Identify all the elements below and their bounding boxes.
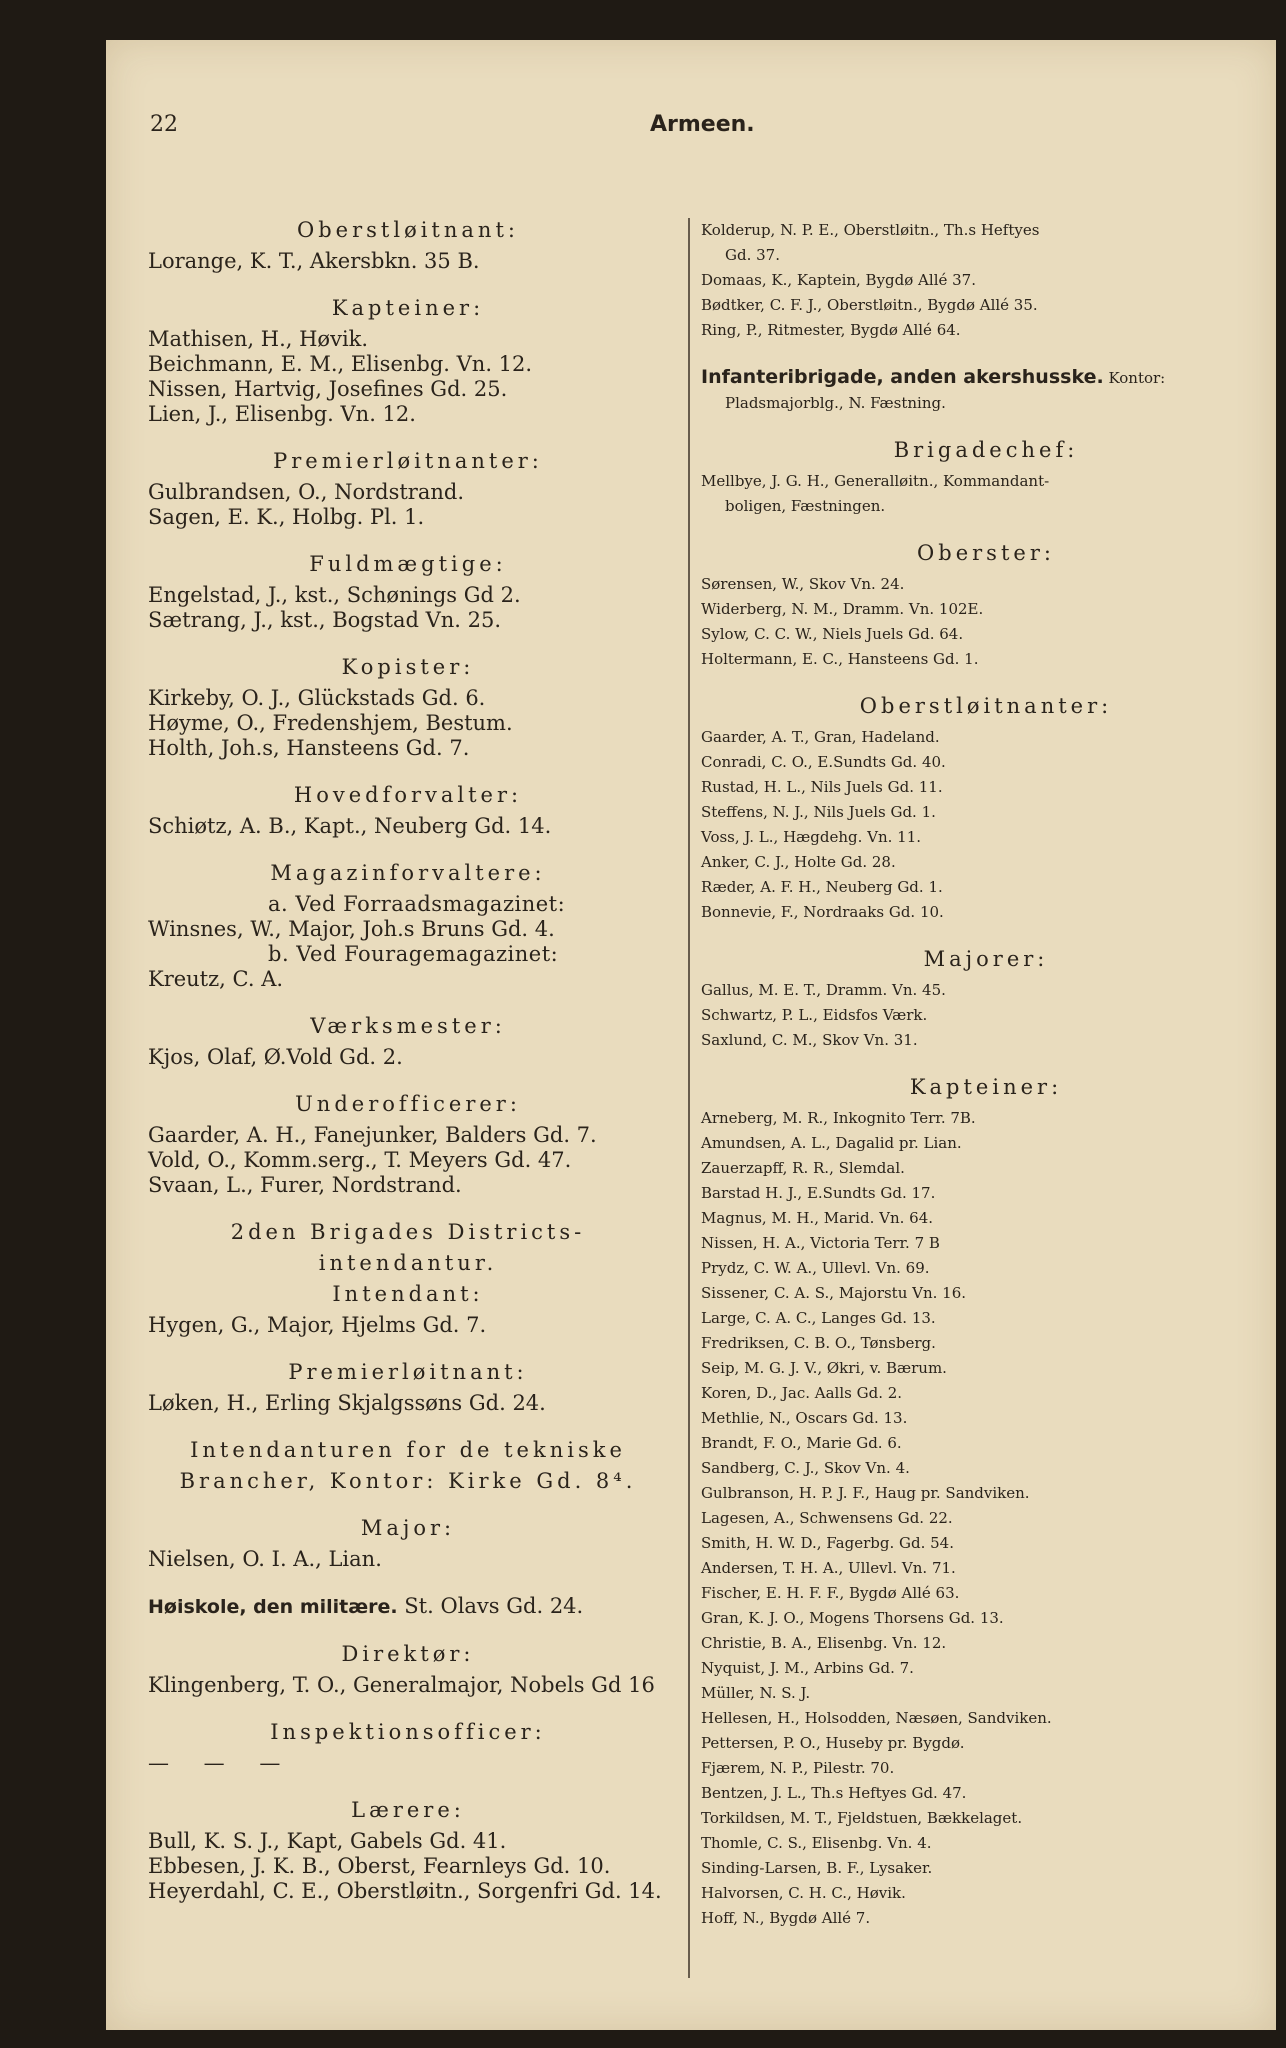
- left-column: [148, 218, 668, 1904]
- directory-entry: Gaarder, A. T., Gran, Hadeland.: [701, 728, 940, 746]
- document-page: [106, 40, 1276, 2030]
- directory-entry: Conradi, C. O., E.Sundts Gd. 40.: [701, 753, 946, 771]
- directory-entry: Fischer, E. H. F. F., Bygdø Allé 63.: [701, 1584, 960, 1602]
- directory-entry: Smith, H. W. D., Fagerbg. Gd. 54.: [701, 1534, 954, 1552]
- directory-entry: Thomle, C. S., Elisenbg. Vn. 4.: [701, 1834, 932, 1852]
- directory-entry: Sylow, C. C. W., Niels Juels Gd. 64.: [701, 625, 964, 643]
- section-title: Hovedforvalter:: [293, 783, 523, 807]
- subsection-label: a. Ved Forraadsmagazinet:: [268, 892, 566, 916]
- running-head: Armeen.: [650, 112, 755, 137]
- directory-entry: Kirkeby, O. J., Glückstads Gd. 6.: [148, 686, 486, 710]
- directory-entry: Methlie, N., Oscars Gd. 13.: [701, 1409, 908, 1427]
- institution-heading: [148, 1594, 668, 1620]
- directory-entry: Lorange, K. T., Akersbkn. 35 B.: [148, 249, 480, 273]
- directory-entry: Sørensen, W., Skov Vn. 24.: [701, 575, 905, 593]
- directory-entry: Engelstad, J., kst., Schønings Gd 2.: [148, 583, 521, 607]
- directory-entry: Bonnevie, F., Nordraaks Gd. 10.: [701, 903, 944, 921]
- section-title: intendantur.: [318, 1251, 498, 1275]
- directory-entry: Høyme, O., Fredenshjem, Bestum.: [148, 711, 513, 735]
- entry-continuation: Pladsmajorblg., N. Fæstning.: [725, 394, 946, 412]
- entry-continuation: Gd. 37.: [725, 246, 780, 264]
- directory-entry: Torkildsen, M. T., Fjeldstuen, Bækkelaget.: [701, 1809, 1023, 1827]
- entry-continuation: boligen, Fæstningen.: [725, 497, 886, 515]
- section-title: Brancher, Kontor: Kirke Gd. 8⁴.: [179, 1469, 637, 1493]
- directory-entry: Schiøtz, A. B., Kapt., Neuberg Gd. 14.: [148, 814, 552, 838]
- directory-entry: Seip, M. G. J. V., Økri, v. Bærum.: [701, 1359, 947, 1377]
- directory-entry: Amundsen, A. L., Dagalid pr. Lian.: [701, 1134, 962, 1152]
- directory-entry: Schwartz, P. L., Eidsfos Værk.: [701, 1006, 928, 1024]
- directory-entry: Voss, J. L., Hægdehg. Vn. 11.: [701, 828, 922, 846]
- institution-name: Høiskole, den militære.: [148, 1596, 398, 1618]
- directory-entry: Holtermann, E. C., Hansteens Gd. 1.: [701, 650, 979, 668]
- right-column: [701, 218, 1271, 1931]
- directory-entry: Large, C. A. C., Langes Gd. 13.: [701, 1309, 936, 1327]
- directory-entry: Hoff, N., Bygdø Allé 7.: [701, 1909, 871, 1927]
- directory-entry: Gulbranson, H. P. J. F., Haug pr. Sandviken.: [701, 1484, 1030, 1502]
- section-title: Intendant:: [332, 1282, 484, 1306]
- directory-entry: Magnus, M. H., Marid. Vn. 64.: [701, 1209, 934, 1227]
- directory-entry: Kjos, Olaf, Ø.Vold Gd. 2.: [148, 1045, 403, 1069]
- directory-entry: Vold, O., Komm.serg., T. Meyers Gd. 47.: [148, 1148, 572, 1172]
- section-title: 2den Brigades Districts-: [230, 1220, 586, 1244]
- section-title: Lærere:: [351, 1798, 465, 1822]
- section-title: Fuldmægtige:: [309, 552, 507, 576]
- directory-entry: Holth, Joh.s, Hansteens Gd. 7.: [148, 736, 470, 760]
- directory-entry: Fredriksen, C. B. O., Tønsberg.: [701, 1334, 936, 1352]
- directory-entry: Kreutz, C. A.: [148, 967, 284, 991]
- section-title: Underofficerer:: [295, 1092, 521, 1116]
- directory-entry: Nissen, H. A., Victoria Terr. 7 B: [701, 1234, 940, 1252]
- directory-entry: Klingenberg, T. O., Generalmajor, Nobels Gd 16: [148, 1673, 655, 1697]
- section-title: Kopister:: [341, 655, 475, 679]
- directory-entry: Bødtker, C. F. J., Oberstløitn., Bygdø Allé 35.: [701, 296, 1038, 314]
- section-title: Majorer:: [923, 947, 1049, 971]
- directory-entry: Gaarder, A. H., Fanejunker, Balders Gd. 7.: [148, 1123, 597, 1147]
- directory-entry: Rustad, H. L., Nils Juels Gd. 11.: [701, 778, 943, 796]
- section-title: Brigadechef:: [893, 438, 1079, 462]
- directory-entry: Steffens, N. J., Nils Juels Gd. 1.: [701, 803, 936, 821]
- section-title: Magazinforvaltere:: [270, 861, 546, 885]
- section-title: Oberstløitnant:: [297, 218, 519, 242]
- directory-entry: Sagen, E. K., Holbg. Pl. 1.: [148, 505, 425, 529]
- vacant-placeholder: — — —: [148, 1751, 295, 1775]
- directory-entry: Løken, H., Erling Skjalgssøns Gd. 24.: [148, 1391, 546, 1415]
- directory-entry: Koren, D., Jac. Aalls Gd. 2.: [701, 1384, 903, 1402]
- directory-entry: Müller, N. S. J.: [701, 1684, 811, 1702]
- directory-entry: Saxlund, C. M., Skov Vn. 31.: [701, 1031, 918, 1049]
- directory-entry: Kolderup, N. P. E., Oberstløitn., Th.s Heftyes: [701, 221, 1040, 239]
- institution-address: St. Olavs Gd. 24.: [397, 1594, 584, 1618]
- directory-entry: Sandberg, C. J., Skov Vn. 4.: [701, 1459, 910, 1477]
- section-title: Premierløitnanter:: [273, 449, 543, 473]
- directory-entry: Mathisen, H., Høvik.: [148, 327, 369, 351]
- section-title: Premierløitnant:: [288, 1360, 528, 1384]
- directory-entry: Nielsen, O. I. A., Lian.: [148, 1547, 382, 1571]
- directory-entry: Halvorsen, C. H. C., Høvik.: [701, 1884, 906, 1902]
- directory-entry: Sissener, C. A. S., Majorstu Vn. 16.: [701, 1284, 967, 1302]
- institution-name: Infanteribrigade, anden akershusske.: [701, 366, 1104, 388]
- institution-heading: [701, 365, 1271, 391]
- directory-entry: Bentzen, J. L., Th.s Heftyes Gd. 47.: [701, 1784, 967, 1802]
- directory-entry: Bull, K. S. J., Kapt, Gabels Gd. 41.: [148, 1829, 507, 1853]
- directory-entry: Widerberg, N. M., Dramm. Vn. 102E.: [701, 600, 984, 618]
- directory-entry: Beichmann, E. M., Elisenbg. Vn. 12.: [148, 352, 533, 376]
- section-title: Direktør:: [341, 1642, 475, 1666]
- section-title: Intendanturen for de tekniske: [190, 1438, 626, 1462]
- directory-entry: Heyerdahl, C. E., Oberstløitn., Sorgenfri Gd. 14.: [148, 1879, 662, 1903]
- section-title: Kapteiner:: [909, 1075, 1063, 1099]
- directory-entry: Winsnes, W., Major, Joh.s Bruns Gd. 4.: [148, 917, 555, 941]
- subsection-label: b. Ved Fouragemagazinet:: [268, 942, 559, 966]
- section-title: Inspektionsofficer:: [270, 1720, 546, 1744]
- section-title: Værksmester:: [310, 1014, 506, 1038]
- page-number: 22: [150, 112, 178, 137]
- directory-entry: Hellesen, H., Holsodden, Næsøen, Sandviken.: [701, 1709, 1052, 1727]
- column-divider: [688, 218, 690, 1978]
- directory-entry: Andersen, T. H. A., Ullevl. Vn. 71.: [701, 1559, 956, 1577]
- directory-entry: Gulbrandsen, O., Nordstrand.: [148, 480, 464, 504]
- directory-entry: Brandt, F. O., Marie Gd. 6.: [701, 1434, 902, 1452]
- directory-entry: Nissen, Hartvig, Josefines Gd. 25.: [148, 377, 508, 401]
- directory-entry: Ræder, A. F. H., Neuberg Gd. 1.: [701, 878, 943, 896]
- directory-entry: Prydz, C. W. A., Ullevl. Vn. 69.: [701, 1259, 930, 1277]
- section-title: Oberster:: [917, 541, 1055, 565]
- directory-entry: Zauerzapff, R. R., Slemdal.: [701, 1159, 905, 1177]
- directory-entry: Gallus, M. E. T., Dramm. Vn. 45.: [701, 981, 946, 999]
- directory-entry: Sætrang, J., kst., Bogstad Vn. 25.: [148, 608, 502, 632]
- directory-entry: Sinding-Larsen, B. F., Lysaker.: [701, 1859, 933, 1877]
- institution-address: Kontor:: [1103, 369, 1166, 387]
- section-title: Kapteiner:: [331, 296, 485, 320]
- section-title: Oberstløitnanter:: [859, 694, 1113, 718]
- directory-entry: Christie, B. A., Elisenbg. Vn. 12.: [701, 1634, 947, 1652]
- directory-entry: Arneberg, M. R., Inkognito Terr. 7B.: [701, 1109, 976, 1127]
- directory-entry: Hygen, G., Major, Hjelms Gd. 7.: [148, 1313, 487, 1337]
- directory-entry: Ebbesen, J. K. B., Oberst, Fearnleys Gd. 10.: [148, 1854, 611, 1878]
- directory-entry: Domaas, K., Kaptein, Bygdø Allé 37.: [701, 271, 976, 289]
- directory-entry: Pettersen, P. O., Huseby pr. Bygdø.: [701, 1734, 965, 1752]
- directory-entry: Anker, C. J., Holte Gd. 28.: [701, 853, 896, 871]
- directory-entry: Svaan, L., Furer, Nordstrand.: [148, 1173, 462, 1197]
- directory-entry: Lien, J., Elisenbg. Vn. 12.: [148, 402, 416, 426]
- directory-entry: Nyquist, J. M., Arbins Gd. 7.: [701, 1659, 914, 1677]
- directory-entry: Mellbye, J. G. H., Generalløitn., Kommandant-: [701, 472, 1050, 490]
- section-title: Major:: [360, 1516, 456, 1540]
- directory-entry: Ring, P., Ritmester, Bygdø Allé 64.: [701, 321, 961, 339]
- directory-entry: Barstad H. J., E.Sundts Gd. 17.: [701, 1184, 936, 1202]
- directory-entry: Lagesen, A., Schwensens Gd. 22.: [701, 1509, 953, 1527]
- directory-entry: Gran, K. J. O., Mogens Thorsens Gd. 13.: [701, 1609, 1004, 1627]
- directory-entry: Fjærem, N. P., Pilestr. 70.: [701, 1759, 895, 1777]
